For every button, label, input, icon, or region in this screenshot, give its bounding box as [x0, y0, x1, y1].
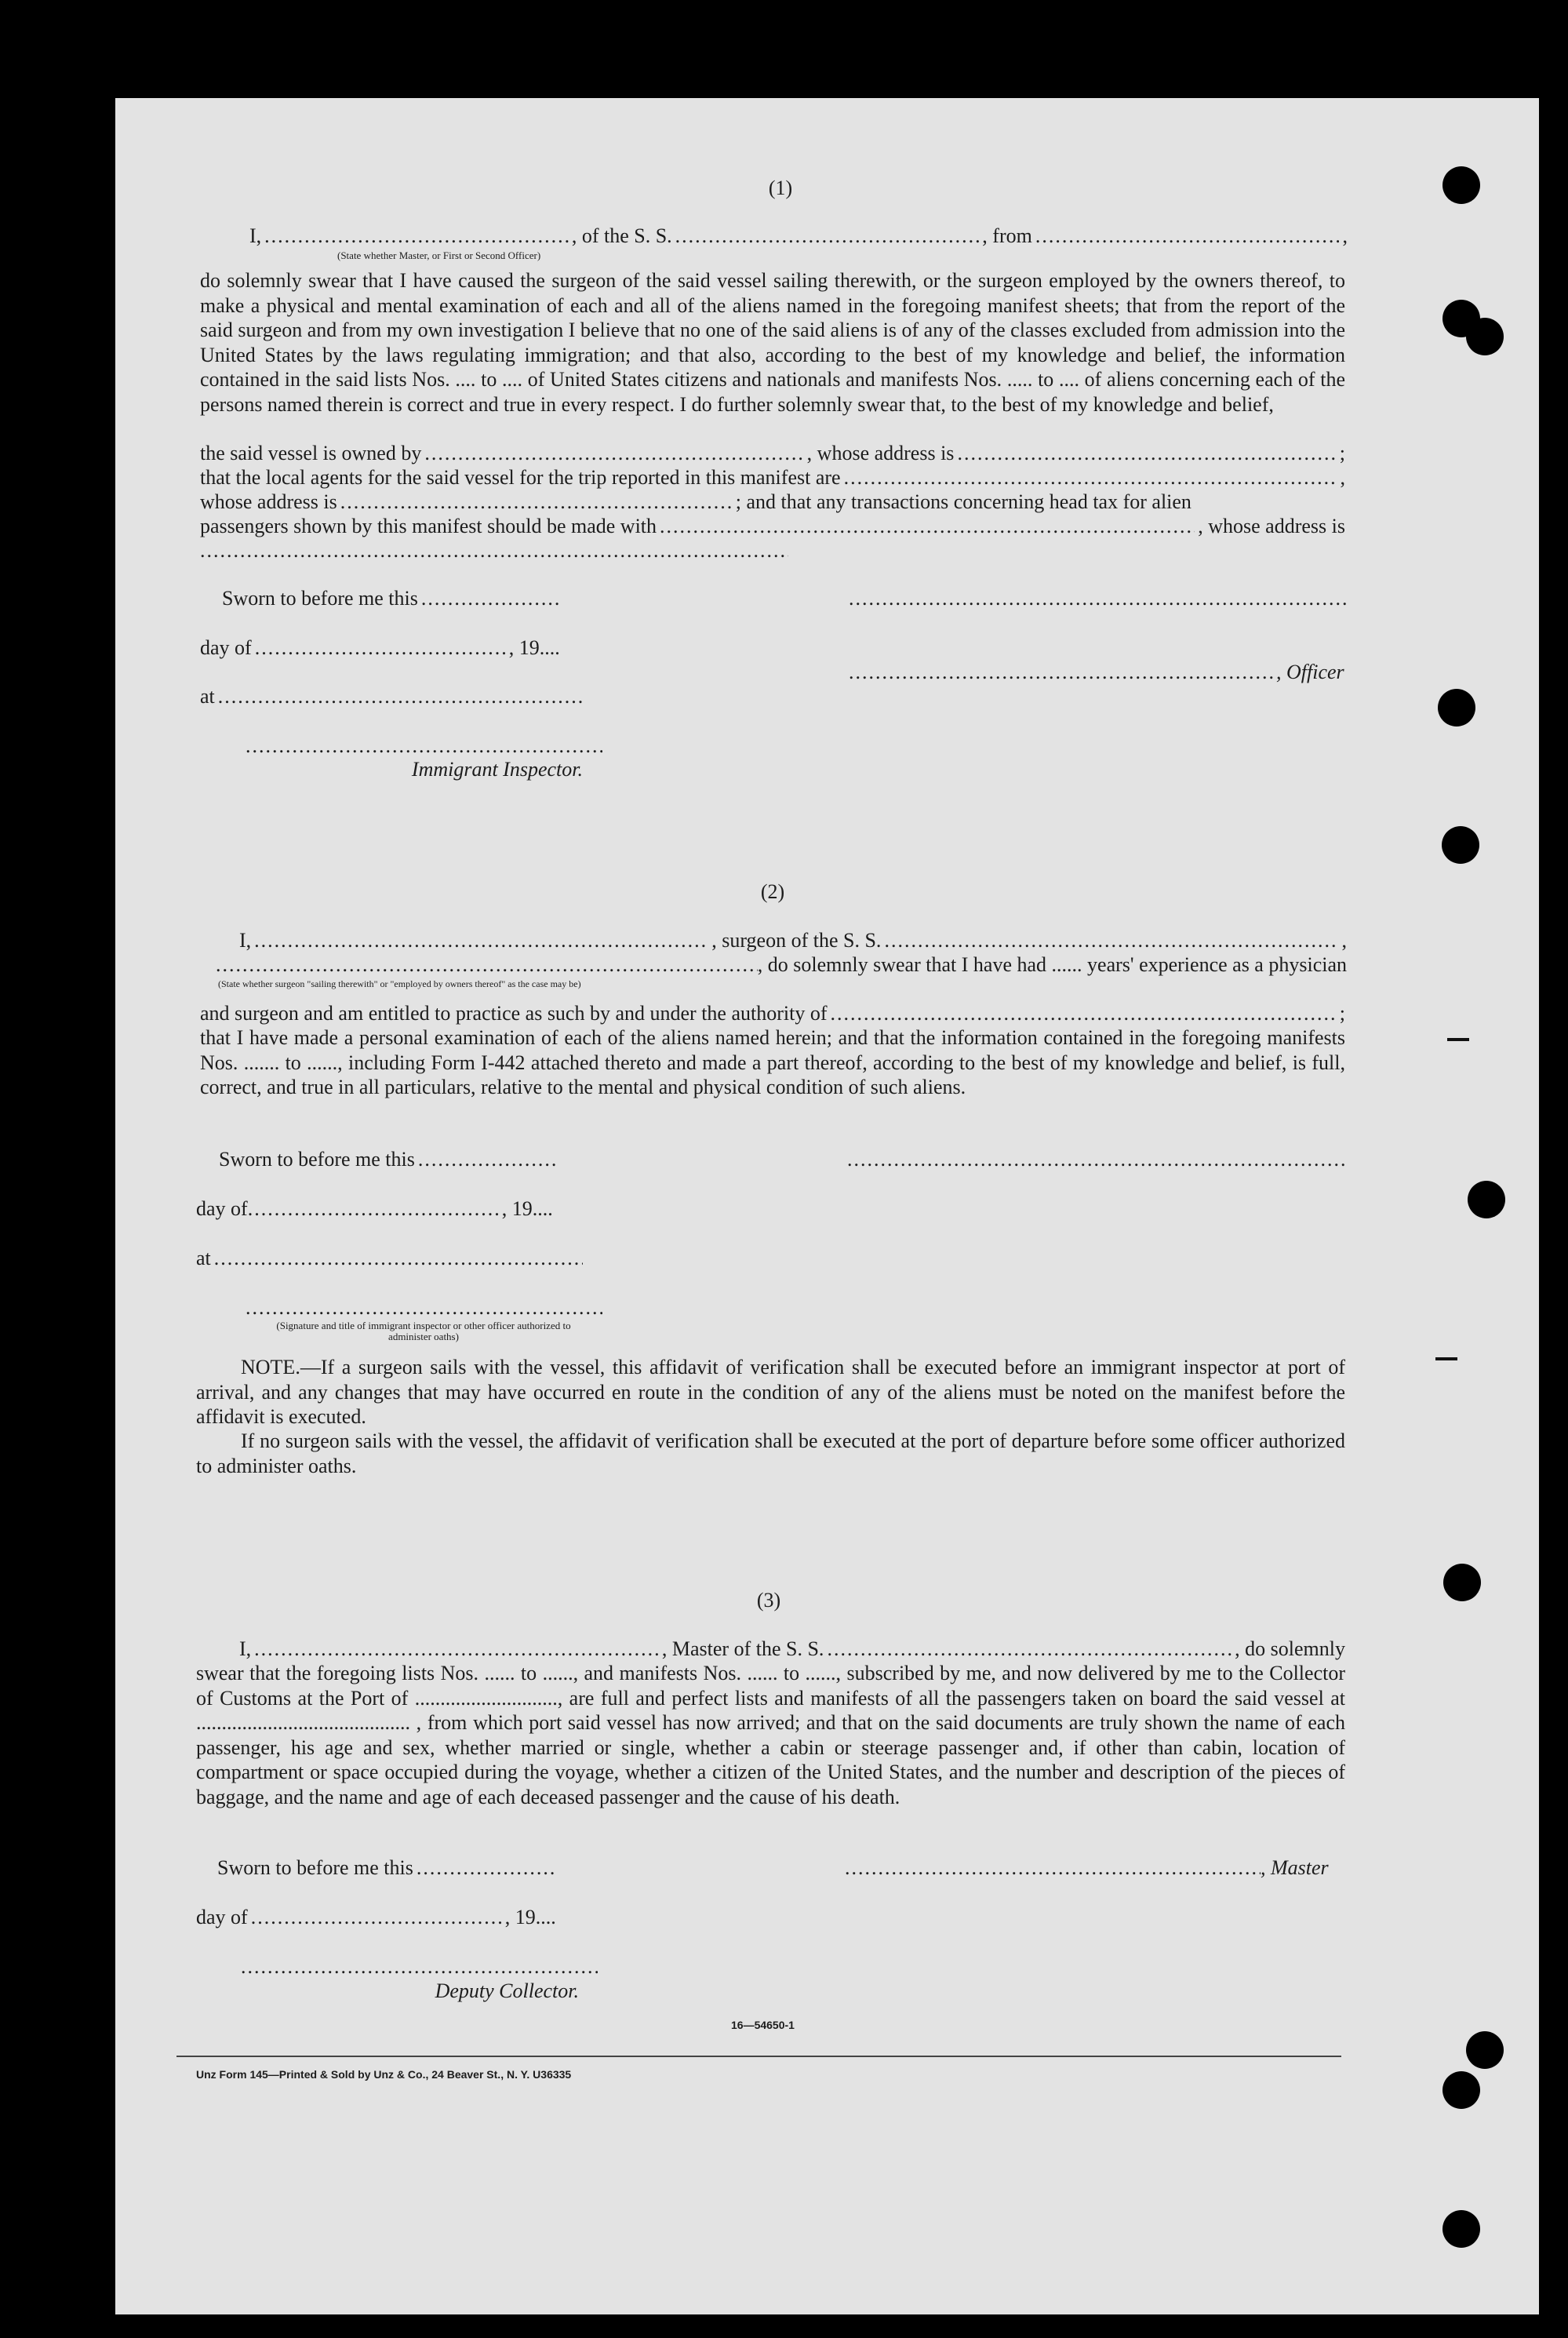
day-of-line-2: day of ..... , 19....	[196, 1197, 553, 1221]
officer-name-blank[interactable]	[264, 224, 569, 249]
punch-hole	[1468, 1181, 1505, 1218]
printer-imprint: Unz Form 145—Printed & Sold by Unz & Co., 24 Beaver St., N. Y. U36335	[196, 2068, 572, 2081]
no-surgeon-note: If no surgeon sails with the vessel, the affidavit of verification shall be executed at the port of departure before some officer authorized to administer oaths.	[196, 1429, 1345, 1477]
signature-title-note: (Signature and title of immigrant inspector or other officer authorized to administer oaths)	[276, 1320, 571, 1342]
local-agents-blank[interactable]	[844, 465, 1337, 490]
section-2-oath-text: that I have made a personal examination of each of the aliens named herein; and that the information contained in the foregoing manifests Nos. ....... to ......, including Form I-442 attached thereto and made a part thereof, according to the best of my knowledge and belief, is full, correct, and true in all particulars, relative to the mental and physical condition of such aliens.	[200, 1026, 1345, 1098]
section-2-number: (2)	[760, 880, 785, 903]
punch-hole	[1442, 2210, 1480, 2248]
sworn-date-blank-2[interactable]	[418, 1148, 559, 1171]
form-code: 16—54650-1	[731, 2019, 795, 2031]
punch-hole	[1442, 166, 1480, 204]
agent-address-line: whose address is ..... ; and that any transactions concerning head tax for alien	[200, 490, 1345, 515]
inspector-signature-blank[interactable]	[246, 734, 602, 758]
section-3-oath-text: swear that the foregoing lists Nos. ...... to ......, and manifests Nos. ...... to ......, subscribed by me, and now delivered by me to the Collector of Customs at the Port of ............................, are full and perfect lists and manifests of all the passengers taken on board the said vessel at .......................................... , from which port said vessel has now arrived; and that on the said documents are truly shown the name of each passenger, his age and sex, whether married or single, whether a cabin or steerage passenger and, if other than cabin, location of compartment or space occupied during the voyage, whether a citizen of the United States, and the number and description of the pieces of baggage, and the name and age of each deceased passenger and the cause of his death.	[196, 1662, 1345, 1808]
punch-hole	[1466, 318, 1504, 355]
inspector-signature-blank-2[interactable]	[246, 1296, 602, 1320]
punch-hole	[1443, 1564, 1481, 1601]
owned-by-line: the said vessel is owned by ..... , whose address is ..... ;	[200, 441, 1345, 466]
state-officer-note: (State whether Master, or First or Second Officer)	[337, 249, 541, 261]
footer-rule	[176, 2056, 1341, 2057]
at-place-blank[interactable]	[218, 685, 583, 708]
sworn-line-3: Sworn to before me this .....	[217, 1856, 561, 1880]
authority-blank[interactable]	[831, 1001, 1337, 1026]
surgeon-line: I, ..... , surgeon of the S. S. ..... ,	[239, 928, 1347, 953]
punch-hole	[1438, 689, 1475, 727]
vessel-name-blank[interactable]	[675, 224, 980, 249]
master-signature-blank[interactable]	[845, 1856, 1261, 1880]
master-vessel-blank[interactable]	[827, 1637, 1231, 1662]
immigrant-inspector-label: Immigrant Inspector.	[411, 758, 583, 781]
day-of-line-1: day of ..... , 19....	[200, 636, 560, 660]
surgeon-signature-blank[interactable]	[847, 1148, 1345, 1171]
day-blank[interactable]	[255, 636, 506, 660]
agent-address-blank[interactable]	[340, 490, 733, 515]
surgeon-name-blank[interactable]	[254, 928, 708, 953]
head-tax-address-blank[interactable]	[200, 538, 788, 563]
head-tax-address-line	[200, 538, 788, 563]
head-tax-line: passengers shown by this manifest should be made with ..... , whose address is	[200, 514, 1345, 539]
day-blank-3[interactable]	[251, 1906, 502, 1929]
at-place-blank-2[interactable]	[214, 1247, 583, 1270]
sworn-line-1: Sworn to before me this .....	[222, 587, 566, 610]
margin-mark	[1435, 1357, 1457, 1360]
master-signature-line: ..... , Master	[845, 1856, 1329, 1880]
sworn-line-2: Sworn to before me this .....	[219, 1148, 562, 1171]
margin-mark	[1447, 1038, 1469, 1041]
surgeon-note: NOTE.—If a surgeon sails with the vessel, this affidavit of verification shall be executed before an immigrant inspector at port of arrival, and any changes that may have occurred en route in the condition of any of the aliens must be noted on the manifest before the affidavit is executed.	[196, 1356, 1345, 1428]
owner-address-blank[interactable]	[957, 441, 1336, 466]
owner-blank[interactable]	[424, 441, 803, 466]
punch-hole	[1442, 2071, 1480, 2109]
officer-signature-blank-top[interactable]	[849, 587, 1347, 610]
sworn-date-blank-3[interactable]	[417, 1856, 558, 1880]
from-port-blank[interactable]	[1035, 224, 1340, 249]
section-1-number: (1)	[768, 177, 793, 199]
officer-signature-line: ..... , Officer	[849, 661, 1344, 684]
local-agents-line: that the local agents for the said vessel for the trip reported in this manifest are ..... ,	[200, 465, 1345, 490]
punch-hole	[1466, 2031, 1504, 2069]
master-line: I, ..... , Master of the S. S. ..... , do solemnly	[239, 1637, 1345, 1662]
deputy-collector-label: Deputy Collector.	[435, 1979, 579, 2002]
section-1-oath-text: do solemnly swear that I have caused the surgeon of the said vessel sailing therewith, or the surgeon employed by the owners thereof, to make a physical and mental examination of each and all of the aliens named in the foregoing manifest sheets; that from the report of the said surgeon and from my own investigation I believe that no one of the said aliens is of any of the classes excluded from admission into the United States by the laws regulating immigration; and that also, according to the best of my knowledge and belief, the information contained in the said lists Nos. .... to .... of United States citizens and nationals and manifests Nos. ..... to .... of aliens concerning each of the persons named therein is correct and true in every respect. I do further solemnly swear that, to the best of my knowledge and belief,	[200, 269, 1345, 416]
surgeon-vessel-blank[interactable]	[884, 928, 1338, 953]
punch-hole	[1442, 826, 1479, 864]
surgeon-status-note: (State whether surgeon "sailing therewith" or "employed by owners thereof" as the case may be)	[218, 978, 581, 989]
day-of-line-3: day of ..... , 19....	[196, 1906, 556, 1929]
section-1-officer-line: I, ..... , of the S. S. ..... , from ..... ,	[249, 224, 1348, 249]
sworn-date-blank[interactable]	[421, 587, 562, 610]
section-3-number: (3)	[756, 1589, 781, 1611]
experience-line: ..... , do solemnly swear that I have had ...... years' experience as a physician	[216, 952, 1347, 978]
collector-signature-blank[interactable]	[241, 1955, 598, 1979]
head-tax-agent-blank[interactable]	[660, 514, 1195, 539]
master-name-blank[interactable]	[254, 1637, 659, 1662]
at-line-2: at .....	[196, 1247, 586, 1270]
surgeon-status-blank[interactable]	[216, 952, 758, 978]
practice-line: and surgeon and am entitled to practice as such by and under the authority of ..... ;	[200, 1001, 1345, 1026]
day-blank-2[interactable]	[248, 1197, 499, 1221]
officer-signature-blank[interactable]	[849, 661, 1276, 684]
at-line-1: at .....	[200, 685, 586, 708]
